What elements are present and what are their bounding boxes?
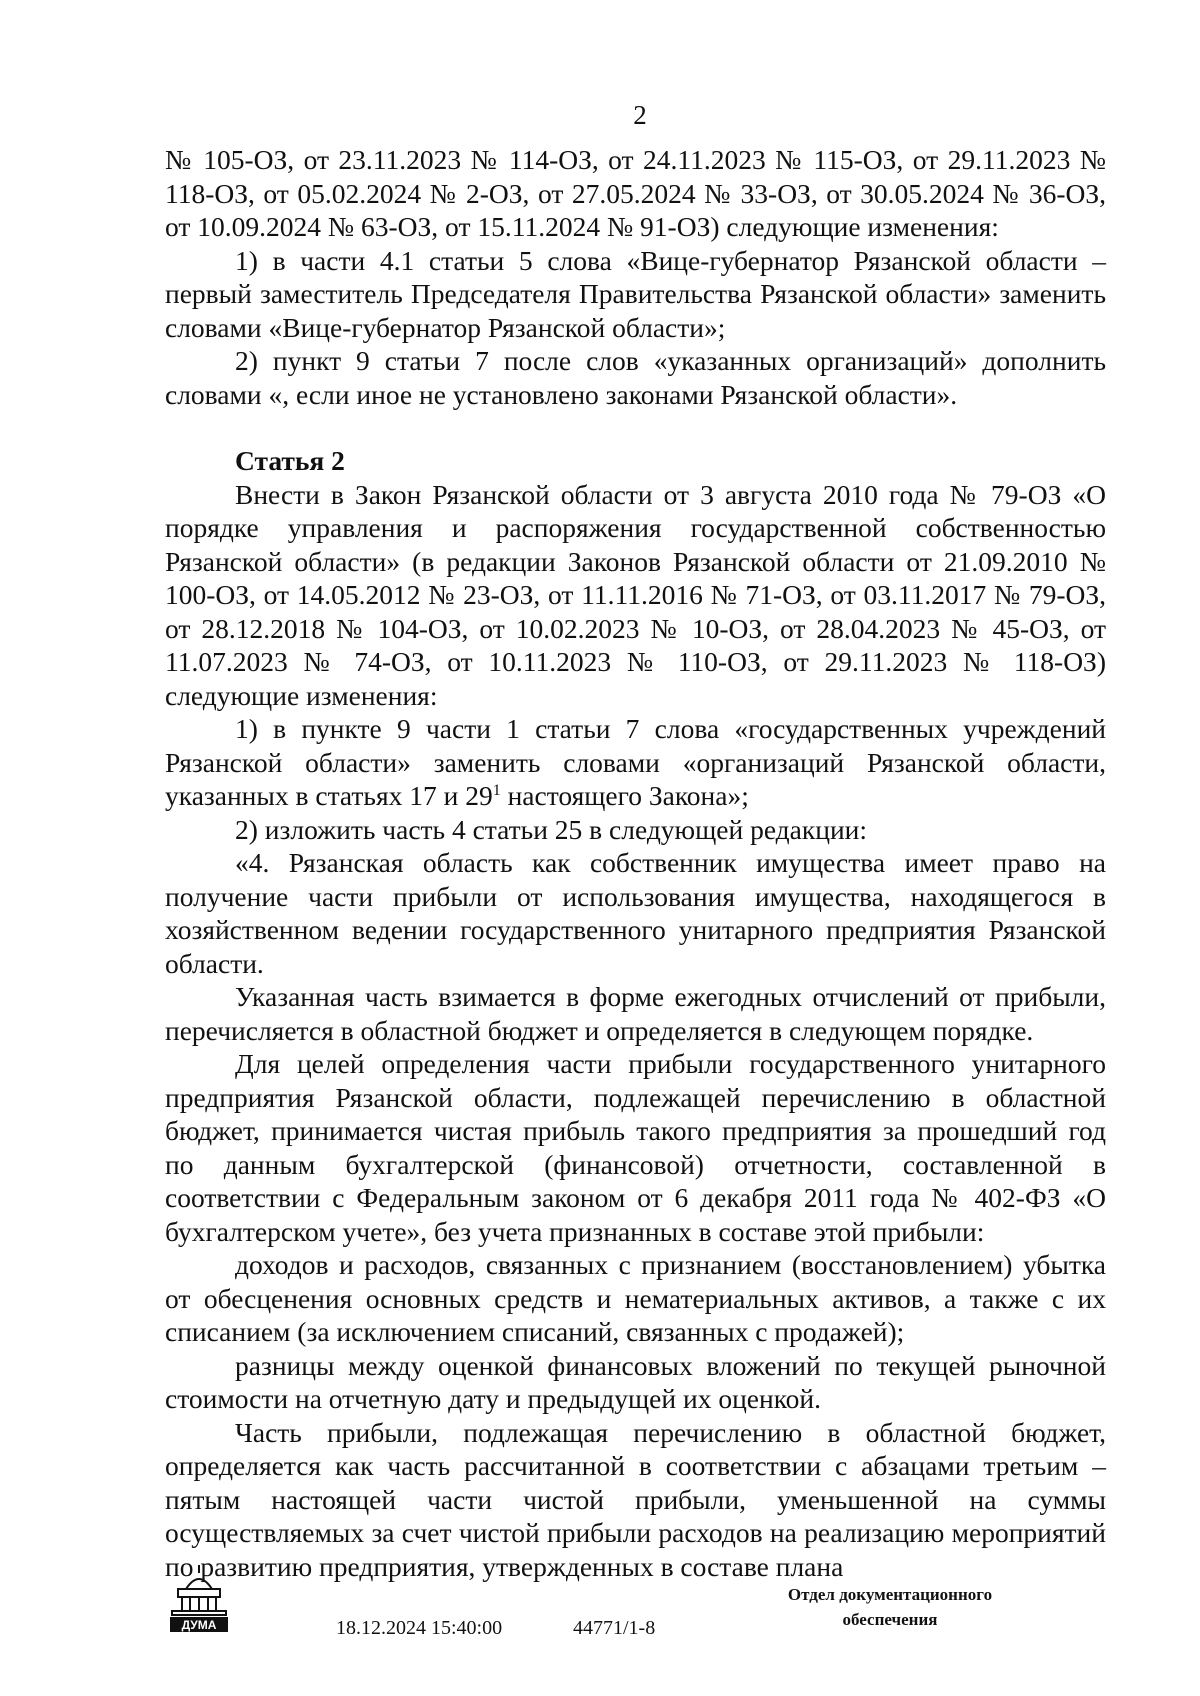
paragraph-article2-intro: Внести в Закон Рязанской области от 3 августа 2010 года № 79-ОЗ «О порядке управления и распоряжения государственной собственностью Рязанской области» (в редакции Законов Рязанской области от 21.09.2010 № 100-ОЗ, от 14.05.2012 № 23-ОЗ, от 11.11.2016 № 71-ОЗ, от 03.11.2017 № 79-ОЗ, от 28.12.2018 № 104-ОЗ, от 10.02.2023 № 10-ОЗ, от 28.04.2023 № 45-ОЗ, от 11.07.2023 № 74-ОЗ, от 10.11.2023 № 110-ОЗ, от 29.11.2023 № 118-ОЗ) следующие изменения: (165, 478, 1106, 711)
duma-building-logo-icon (168, 1563, 230, 1633)
department-line-2: обеспечения (842, 1610, 938, 1629)
document-body (165, 143, 1106, 1583)
paragraph-article2-item-2: 2) изложить часть 4 статьи 25 в следующей редакции: (235, 813, 868, 845)
page-number: 2 (633, 100, 647, 130)
paragraph-item-2: 2) пункт 9 статьи 7 после слов «указанных организаций» дополнить словами «, если иное не установлено законами Рязанской области». (165, 345, 1106, 410)
paragraph: Часть прибыли, подлежащая перечислению в областной бюджет, определяется как часть рассчитанной в соответствии с абзацами третьим – пятым настоящей части чистой прибыли, уменьшенной на суммы осуществляемых за счет чистой прибыли расходов на реализацию мероприятий по развитию предприятия, утвержденных в составе плана (165, 1416, 1106, 1582)
logo-text: ДУМА (181, 1618, 217, 1632)
department-line-1: Отдел документационного (787, 1585, 993, 1604)
registration-datetime: 18.12.2024 15:40:00 (336, 1617, 503, 1639)
superscript: 1 (492, 781, 501, 799)
paragraph: Для целей определения части прибыли государственного унитарного предприятия Рязанской области, подлежащей перечислению в областной бюджет, принимается чистая прибыль такого предприятия за прошедший год по данным бухгалтерской (финансовой) отчетности, составленной в соответствии с Федеральным законом от 6 декабря 2011 года № 402-ФЗ «О бухгалтерском учете», без учета признанных в составе этой прибыли: (165, 1048, 1106, 1247)
paragraph: разницы между оценкой финансовых вложений по текущей рыночной стоимости на отчетную дату и предыдущей их оценкой. (165, 1349, 1106, 1414)
paragraph-article2-item-1 (165, 712, 1106, 813)
department-stamp (740, 1582, 1040, 1632)
registration-number: 44771/1-8 (573, 1617, 656, 1639)
paragraph: доходов и расходов, связанных с признанием (восстановлением) убытка от обесценения основных средств и нематериальных активов, а также с их списанием (за исключением списаний, связанных с продажей); (165, 1249, 1106, 1347)
paragraph-quote-start: «4. Рязанская область как собственник имущества имеет право на получение части прибыли от использования имущества, находящегося в хозяйственном ведении государственного унитарного предприятия Рязанской области. (165, 847, 1106, 979)
paragraph: Указанная часть взимается в форме ежегодных отчислений от прибыли, перечисляется в областной бюджет и определяется в следующем порядке. (165, 981, 1106, 1046)
paragraph-continuation: № 105-ОЗ, от 23.11.2023 № 114-ОЗ, от 24.11.2023 № 115-ОЗ, от 29.11.2023 № 118-ОЗ, от 05.02.2024 № 2-ОЗ, от 27.05.2024 № 33-ОЗ, от 30.05.2024 № 36-ОЗ, от 10.09.2024 № 63-ОЗ, от 15.11.2024 № 91-ОЗ) следующие изменения: (165, 144, 1106, 242)
article-heading: Статья 2 (235, 445, 345, 476)
paragraph-item-1: 1) в части 4.1 статьи 5 слова «Вице-губернатор Рязанской области – первый заместитель Председателя Правительства Рязанской области» заменить словами «Вице-губернатор Рязанской области»; (165, 244, 1106, 343)
paragraph-text: 1) в пункте 9 части 1 статьи 7 слова «государственных учреждений Рязанской области» заменить словами «организаций Рязанской области, указанных в статьях 17 и 29 (165, 713, 1106, 811)
paragraph-text-tail: настоящего Закона»; (500, 780, 749, 811)
